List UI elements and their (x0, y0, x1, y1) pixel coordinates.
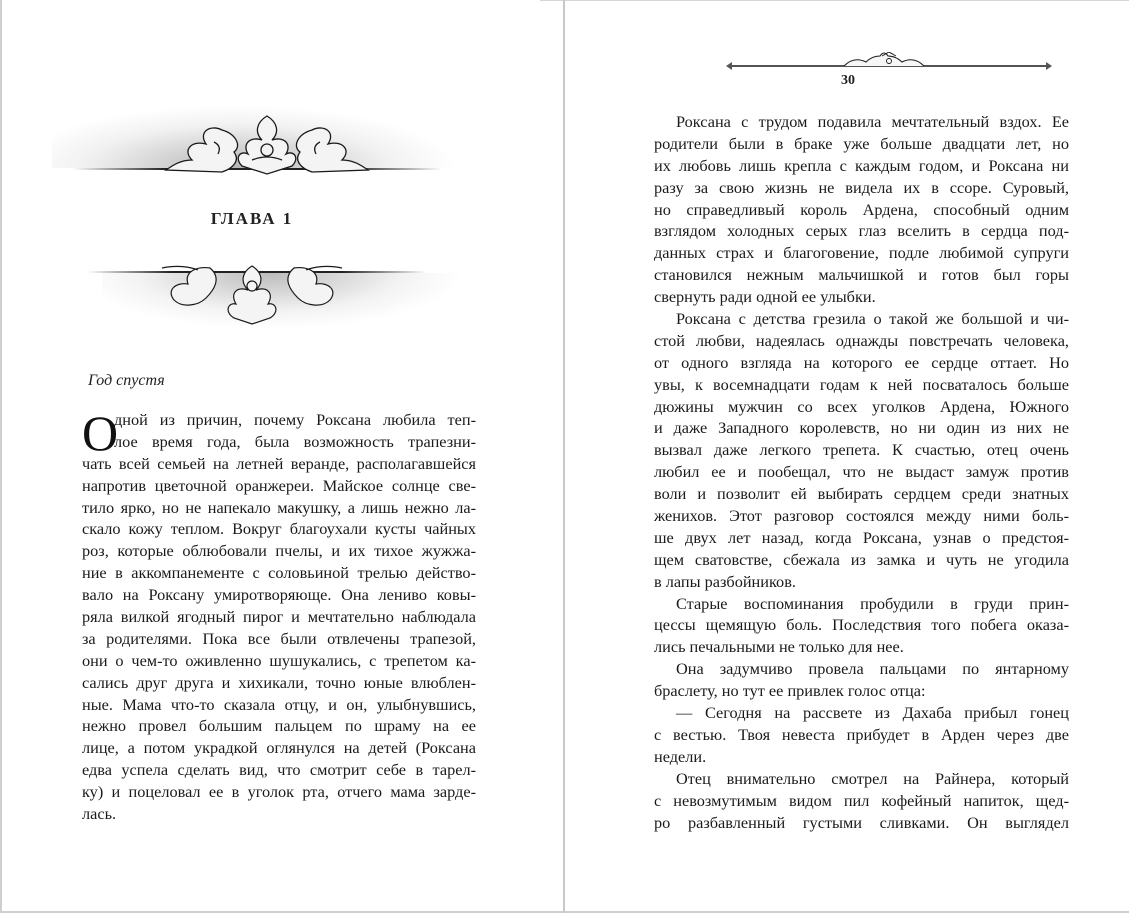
paragraph-first-line: Она задумчиво провела пальцами по янтарному (676, 659, 1069, 679)
page-number: 30 (841, 73, 855, 88)
text-line: тило ярко, но не напекало макушку, а лишь нежно ла- (82, 497, 476, 517)
text-line: данных страх и благоговение, подле любимой супруги (654, 243, 1069, 263)
text-line: щем сватовстве, сбежала из замка и чуть не угодила (654, 549, 1069, 569)
text-line: ше двух лет назад, когда Роксана, узнав о предстоя- (654, 527, 1069, 547)
text-line: воли и позволит ей выбирать сердцем среди знатных (654, 484, 1069, 504)
left-page-body (82, 405, 476, 825)
text-line: они о чем-то оживленно шушукались, с трепетом ка- (82, 650, 476, 670)
text-line: ряла вилкой ягодный пирог и мечтательно наблюдала (82, 607, 476, 627)
text-line: ние в аккомпанементе с соловьиной трелью действо- (82, 563, 476, 583)
text-line: но справедливый король Ардена, способный одним (654, 199, 1069, 219)
text-line: с вестью. Твоя невеста прибудет в Арден через две (654, 724, 1069, 744)
text-line: родители были в браке уже больше двадцати лет, но (654, 133, 1069, 153)
text-line: дной из причин, почему Роксана любила теп- (114, 410, 476, 429)
text-line: чать всей семьей на летней веранде, располагавшейся (82, 453, 476, 473)
text-line: скало кожу теплом. Вокруг благоухали кусты чайных (82, 519, 476, 539)
text-line: в лапы разбойников. (654, 571, 796, 591)
text-line: с невозмутимым видом пил кофейный напиток, щед- (654, 790, 1069, 810)
text-line: от одного взгляда на которого ее сердце оттает. Но (654, 352, 1069, 372)
text-line: роз, которые облюбовали пчелы, и их тихое жужжа- (82, 541, 476, 561)
baroque-ornament-bottom-icon (152, 262, 352, 326)
drop-cap: О (82, 405, 119, 461)
text-line: вало на Роксану умиротворяюще. Она лениво ковы- (82, 585, 476, 605)
text-line: разу за свою жизнь не видела их в ссоре. Суровый, (654, 177, 1069, 197)
text-line: лице, а потом украдкой оглянулся на детей (Роксана (82, 738, 476, 758)
paragraph (82, 405, 476, 825)
text-line: становился нежным мальчишкой и готов был горы (654, 265, 1069, 285)
right-page-body (654, 111, 1069, 833)
text-line: лись печальными не только для нее. (654, 637, 904, 657)
text-line: лое время года, была возможность трапезни- (114, 431, 476, 451)
text-line: их любовь лишь крепла с каждым годом, и Роксана ни (654, 155, 1069, 175)
text-line: сались друг друга и хихикали, точно юные влюблен- (82, 672, 476, 692)
text-line: дюжины мужчин со всех уголков Ардена, Южного (654, 396, 1069, 416)
text-line: взглядом холодных серых глаз вселить в сердца под- (654, 221, 1069, 241)
text-line: вызвал даже легкого трепета. К счастью, отец очень (654, 440, 1069, 460)
text-line: браслету, но тут ее привлек голос отца: (654, 681, 926, 701)
text-line: лась. (82, 804, 117, 824)
chapter-title: ГЛАВА 1 (210, 209, 294, 228)
right-page (565, 0, 1129, 913)
left-page (2, 0, 563, 913)
text-line: нежно провел большим пальцем по шраму на ее (82, 716, 476, 736)
text-line: недели. (654, 746, 707, 766)
paragraph-first-line: Роксана с детства грезила о такой же большой и чи- (676, 309, 1069, 329)
text-line: увы, к восемнадцати годам к ней посваталось больше (654, 374, 1069, 394)
text-line: свернуть ради одной ее улыбки. (654, 287, 876, 307)
text-line: ные. Мама что-то сказала отцу, и он, улыбнувшись, (82, 694, 476, 714)
text-line: за родителями. Пока все были отвлечены трапезой, (82, 628, 476, 648)
text-line: напротив цветочной оранжереи. Майское солнце све- (82, 475, 476, 495)
paragraph-first-line: Старые воспоминания пробудили в груди прин- (676, 593, 1069, 613)
paragraph-first-line: Роксана с трудом подавила мечтательный вздох. Ее (676, 112, 1069, 131)
paragraph-first-line: — Сегодня на рассвете из Дахаба прибыл гонец (676, 703, 1069, 723)
text-line: ку) и поцеловал ее в уголок рта, отчего мама зарде- (82, 782, 476, 802)
text-line: едва успела сделать вид, что смотрит себе в тарел- (82, 760, 476, 780)
text-line: цессы щемящую боль. Последствия того побега оказа- (654, 615, 1069, 635)
paragraph-first-line: Отец внимательно смотрел на Райнера, который (676, 768, 1069, 788)
text-line: женихов. Этот разговор состоялся между ними боль- (654, 506, 1069, 526)
baroque-ornament-top-icon (162, 110, 372, 178)
text-line: любил ее и пообещал, что не выдаст замуж против (654, 462, 1069, 482)
text-line: и даже Западного королевств, но ни один из них не (654, 418, 1069, 438)
chapter-header (42, 90, 512, 340)
chapter-subtitle: Год спустя (88, 372, 165, 389)
text-line: стой любви, надеялась однажды повстречать человека, (654, 330, 1069, 350)
text-line: ро разбавленный густыми сливками. Он выглядел (654, 812, 1069, 832)
